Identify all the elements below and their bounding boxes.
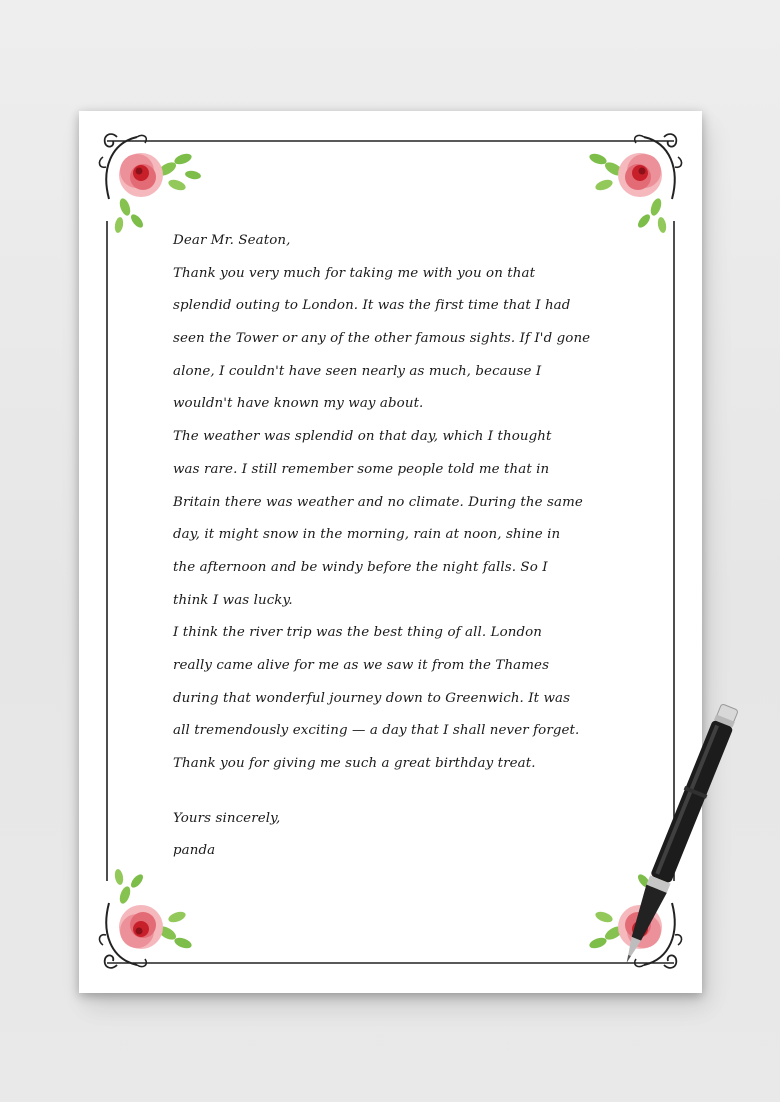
- letter-line: wouldn't have known my way about.: [173, 396, 424, 412]
- ballpoint-pen-icon: [590, 695, 760, 995]
- corner-ornament-top-left: [97, 129, 207, 239]
- letter-line: all tremendously exciting — a day that I shall never forget.: [173, 723, 580, 739]
- letter-line: was rare. I still remember some people told me that in: [173, 461, 550, 477]
- greeting: Dear Mr. Seaton,: [173, 233, 291, 248]
- letter-line: Britain there was weather and no climate. During the same: [173, 494, 583, 510]
- letter-line: I think the river trip was the best thing of all. London: [173, 625, 543, 641]
- paragraph-gap: [173, 781, 643, 803]
- corner-ornament-top-right: [574, 129, 684, 239]
- letter-line: Thank you very much for taking me with you on that: [173, 265, 536, 281]
- letter-line: think I was lucky.: [173, 592, 293, 608]
- rose-flourish-icon: [97, 129, 207, 239]
- letter-line: seen the Tower or any of the other famous sights. If I'd gone: [173, 331, 591, 347]
- letter-body: [173, 225, 643, 867]
- letter-line: splendid outing to London. It was the first time that I had: [173, 298, 571, 314]
- letter-line: really came alive for me as we saw it from the Thames: [173, 657, 550, 673]
- closing: Yours sincerely,: [173, 810, 281, 826]
- letter-line: Thank you for giving me such a great birthday treat.: [173, 756, 536, 771]
- letter-line: The weather was splendid on that day, which I thought: [173, 429, 552, 445]
- letter-line: the afternoon and be windy before the night falls. So I: [173, 559, 548, 575]
- signature: panda: [173, 842, 216, 858]
- letter-line: day, it might snow in the morning, rain at noon, shine in: [173, 527, 561, 543]
- rose-flourish-icon: [97, 863, 207, 973]
- corner-ornament-bottom-left: [97, 863, 207, 973]
- rose-flourish-icon: [574, 129, 684, 239]
- letter-line: during that wonderful journey down to Greenwich. It was: [173, 690, 571, 706]
- letter-line: alone, I couldn't have seen nearly as much, because I: [173, 363, 542, 379]
